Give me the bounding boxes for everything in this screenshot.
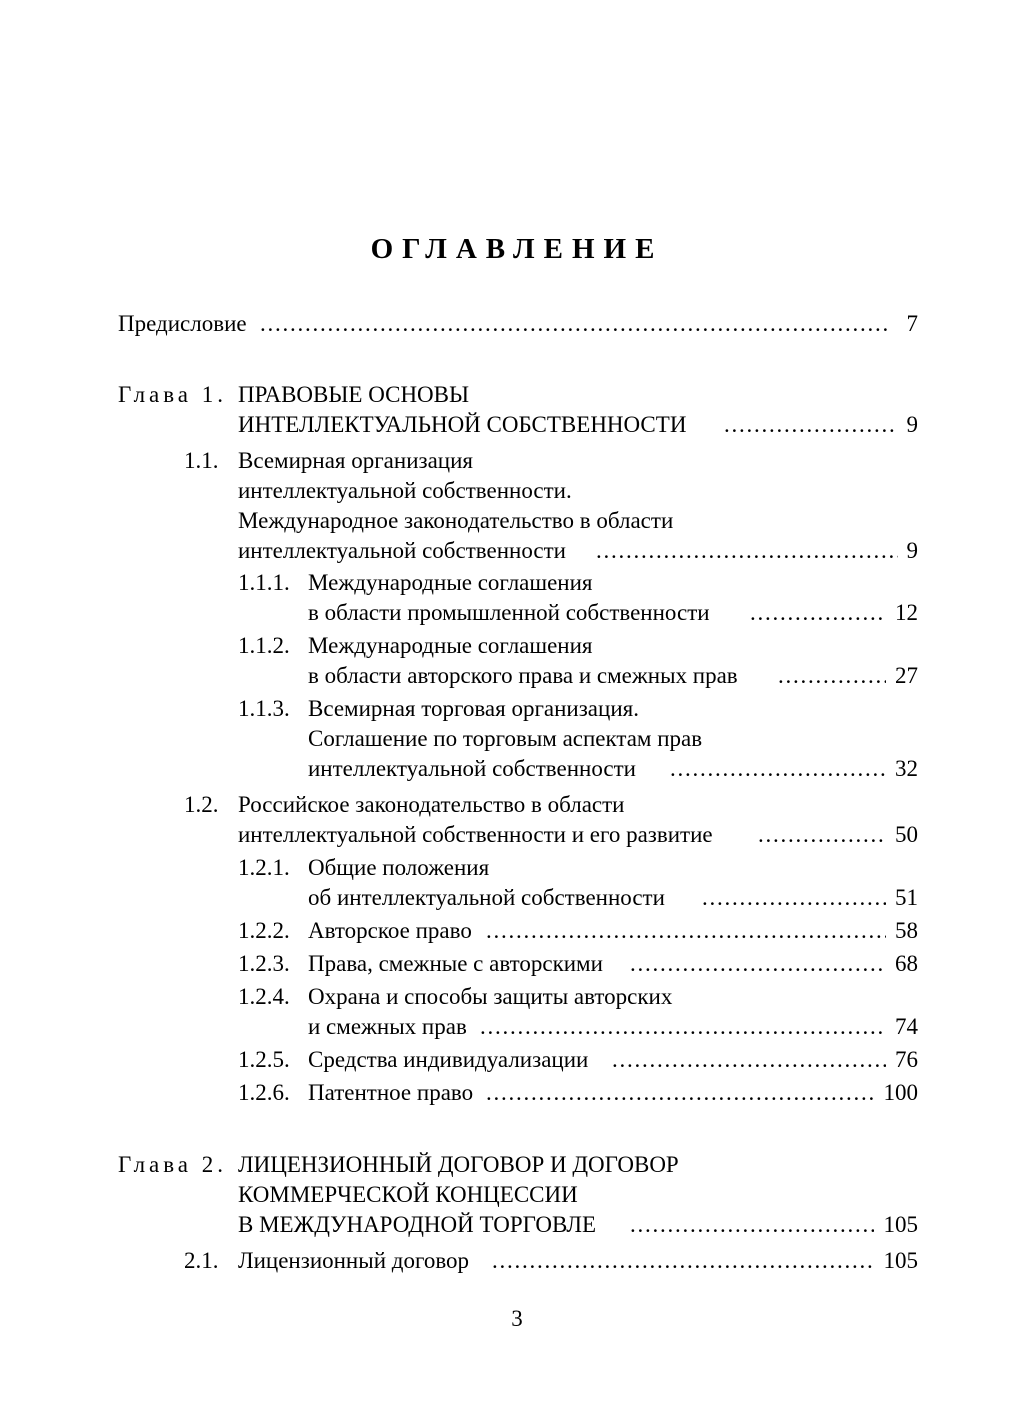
toc-label: Права, смежные с авторскими — [308, 951, 603, 976]
toc-leader — [596, 536, 898, 566]
toc-label: Соглашение по торговым аспектам прав — [308, 726, 703, 751]
toc-label: интеллектуальной собственности и его развитие — [238, 822, 713, 847]
toc-label: Всемирная торговая организация. — [308, 696, 639, 721]
toc-entry-1-2-line2[interactable] — [118, 820, 918, 850]
toc-page: 68 — [895, 951, 918, 976]
toc-entry-1-1-3-line3[interactable] — [118, 754, 918, 784]
toc-label: Лицензионный договор — [238, 1248, 470, 1273]
toc-label: Международные соглашения — [308, 570, 593, 595]
toc-page: 32 — [895, 756, 918, 781]
toc-leader — [612, 1045, 886, 1075]
toc-leader — [630, 1210, 874, 1240]
toc-label: в области авторского права и смежных прав — [308, 663, 738, 688]
toc-entry-1-1-3-line2[interactable] — [118, 724, 918, 754]
toc-label: об интеллектуальной собственности — [308, 885, 665, 910]
toc-label: Общие положения — [308, 855, 490, 880]
toc-page: 7 — [906, 311, 918, 336]
toc-label: Российское законодательство в области — [238, 792, 625, 817]
section-number: 1.2.6. — [238, 1080, 290, 1105]
toc-page: 50 — [895, 822, 918, 847]
toc-label: интеллектуальной собственности. — [238, 478, 572, 503]
section-number: 1.2.5. — [238, 1047, 290, 1072]
section-number: 1.2.1. — [238, 855, 290, 880]
toc-label: ИНТЕЛЛЕКТУАЛЬНОЙ СОБСТВЕННОСТИ — [238, 412, 687, 437]
toc-entry-2-1[interactable] — [118, 1246, 918, 1276]
toc-label: Патентное право — [308, 1080, 474, 1105]
chapter-prefix: Глава 2. — [118, 1152, 228, 1177]
toc-label: Всемирная организация — [238, 448, 473, 473]
toc-entry-1-2-1-line2[interactable] — [118, 883, 918, 913]
toc-entry-1-2-4-line2[interactable] — [118, 1012, 918, 1042]
toc-entry-1-2-2[interactable] — [118, 916, 918, 946]
toc-entry-ch1-line1[interactable] — [118, 380, 918, 410]
section-number: 1.1.3. — [238, 696, 290, 721]
toc-entry-1-1-1[interactable] — [118, 568, 918, 598]
toc-label: Охрана и способы защиты авторских — [308, 984, 673, 1009]
toc-label: в области промышленной собственности — [308, 600, 710, 625]
toc-entry-1-1[interactable] — [118, 446, 918, 476]
toc-page: 105 — [883, 1212, 918, 1237]
toc-label: ЛИЦЕНЗИОННЫЙ ДОГОВОР И ДОГОВОР — [238, 1152, 679, 1177]
toc-page: 105 — [883, 1248, 918, 1273]
toc-page: 51 — [895, 885, 918, 910]
section-number: 1.1.1. — [238, 570, 290, 595]
toc-entry-1-2[interactable] — [118, 790, 918, 820]
toc-entry-1-1-1-line2[interactable] — [118, 598, 918, 628]
toc-page: 9 — [906, 412, 918, 437]
toc-label: КОММЕРЧЕСКОЙ КОНЦЕССИИ — [238, 1182, 578, 1207]
toc-label: интеллектуальной собственности — [238, 538, 566, 563]
toc-entry-1-2-3[interactable] — [118, 949, 918, 979]
section-number: 1.2.2. — [238, 918, 290, 943]
chapter-prefix: Глава 1. — [118, 382, 228, 407]
section-number: 1.2.3. — [238, 951, 290, 976]
section-number: 1.2.4. — [238, 984, 290, 1009]
toc-entry-ch2-line3[interactable] — [118, 1210, 918, 1240]
toc-label: Средства индивидуализации — [308, 1047, 589, 1072]
toc-page: 12 — [895, 600, 918, 625]
toc-page: 58 — [895, 918, 918, 943]
toc-entry-ch2-line2[interactable] — [118, 1180, 918, 1210]
toc-entry-1-2-5[interactable] — [118, 1045, 918, 1075]
section-number: 1.1. — [184, 448, 219, 473]
toc-entry-1-1-2[interactable] — [118, 631, 918, 661]
toc-leader — [492, 1246, 874, 1276]
toc-leader — [480, 1012, 886, 1042]
toc-entry-1-1-line3[interactable] — [118, 506, 918, 536]
toc-entry-1-1-2-line2[interactable] — [118, 661, 918, 691]
toc-leader — [630, 949, 886, 979]
section-number: 1.1.2. — [238, 633, 290, 658]
toc-label: ПРАВОВЫЕ ОСНОВЫ — [238, 382, 470, 407]
toc-leader — [486, 916, 886, 946]
toc-label: Международные соглашения — [308, 633, 593, 658]
section-number: 1.2. — [184, 792, 219, 817]
toc-entry-preface[interactable] — [118, 309, 918, 339]
toc-leader — [486, 1078, 874, 1108]
toc-page: 100 — [883, 1080, 918, 1105]
toc-page: 74 — [895, 1014, 918, 1039]
toc-leader — [260, 309, 890, 339]
toc-entry-1-1-3[interactable] — [118, 694, 918, 724]
toc-label: Авторское право — [308, 918, 472, 943]
toc-entry-1-2-1[interactable] — [118, 853, 918, 883]
toc-label: Международное законодательство в области — [238, 508, 674, 533]
section-number: 2.1. — [184, 1248, 219, 1273]
toc-entry-1-1-line4[interactable] — [118, 536, 918, 566]
toc-label: и смежных прав — [308, 1014, 467, 1039]
toc-label: В МЕЖДУНАРОДНОЙ ТОРГОВЛЕ — [238, 1212, 597, 1237]
toc-label: интеллектуальной собственности — [308, 756, 636, 781]
toc-label: Предисловие — [118, 311, 247, 336]
toc-leader — [670, 754, 886, 784]
page-title: ОГЛАВЛЕНИЕ — [370, 233, 664, 265]
toc-page: 27 — [895, 663, 918, 688]
toc-entry-1-1-line2[interactable] — [118, 476, 918, 506]
toc-entry-ch2-line1[interactable] — [118, 1150, 918, 1180]
toc-page: 76 — [895, 1047, 918, 1072]
toc-entry-ch1-line2[interactable] — [118, 410, 918, 440]
page-number: 3 — [511, 1306, 523, 1331]
toc-entry-1-2-4[interactable] — [118, 982, 918, 1012]
toc-page: 9 — [906, 538, 918, 563]
toc-entry-1-2-6[interactable] — [118, 1078, 918, 1108]
